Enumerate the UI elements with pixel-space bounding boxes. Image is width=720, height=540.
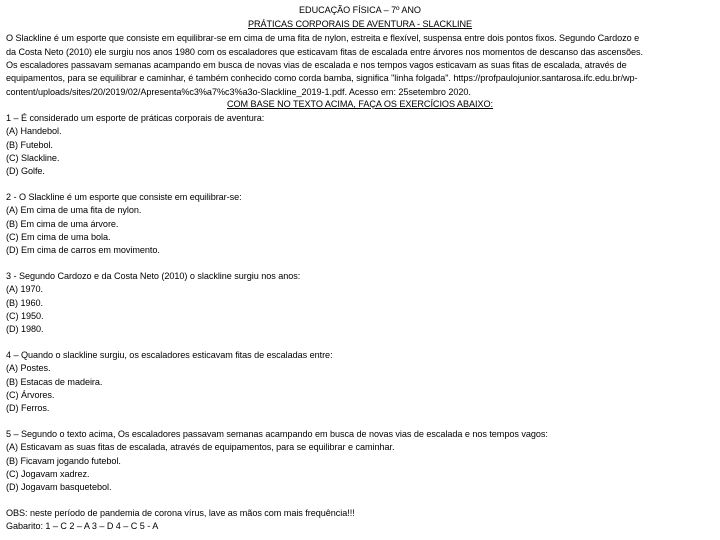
exercise-instruction: COM BASE NO TEXTO ACIMA, FAÇA OS EXERCÍCIOS ABAIXO:: [227, 99, 493, 109]
intro-line: content/uploads/sites/20/2019/02/Apresenta%c3%a7%c3%a3o-Slackline_2019-1.pdf. Acesso em: 25setembro 2020.: [6, 87, 471, 97]
answer-option: (D) Jogavam basquetebol.: [6, 482, 112, 492]
answer-option: (D) 1980.: [6, 324, 44, 334]
answer-option: (D) Golfe.: [6, 166, 45, 176]
answer-option: (C) 1950.: [6, 311, 44, 321]
answer-option: (D) Ferros.: [6, 403, 50, 413]
answer-option: (C) Em cima de uma bola.: [6, 232, 111, 242]
intro-line: equipamentos, para se equilibrar e caminhar, é também conhecido como corda bamba, significa "linha folgada". https://profpaulojunior.santarosa.ifc.edu.br/wp-: [6, 73, 638, 83]
answer-key: Gabarito: 1 – C 2 – A 3 – D 4 – C 5 - A: [6, 521, 159, 531]
question-prompt: 2 - O Slackline é um esporte que consiste em equilibrar-se:: [6, 192, 242, 202]
intro-line: da Costa Neto (2010) ele surgiu nos anos 1980 com os escaladores que esticavam fitas de escalada entre árvores nos momentos de descanso das ascensões.: [6, 47, 644, 57]
answer-option: (C) Jogavam xadrez.: [6, 469, 90, 479]
intro-line: O Slackline é um esporte que consiste em equilibrar-se em cima de uma fita de nylon, estreita e flexível, suspensa entre dois pontos fixos. Segundo Cardozo e: [6, 33, 640, 43]
intro-line: Os escaladores passavam semanas acampando em busca de novas vias de escalada e nos tempos vagos esticavam as suas fitas de escalada, através de: [6, 60, 627, 70]
document-title: PRÁTICAS CORPORAIS DE AVENTURA - SLACKLINE: [247, 19, 473, 29]
answer-option: (A) Em cima de uma fita de nylon.: [6, 205, 142, 215]
answer-option: (B) Estacas de madeira.: [6, 377, 103, 387]
answer-option: (B) 1960.: [6, 298, 43, 308]
question-prompt: 1 – É considerado um esporte de práticas corporais de aventura:: [6, 113, 265, 123]
header-grade-line: EDUCAÇÃO FÍSICA – 7º ANO: [299, 5, 421, 15]
question-prompt: 4 – Quando o slackline surgiu, os escaladores esticavam fitas de escaladas entre:: [6, 350, 333, 360]
answer-option: (B) Em cima de uma árvore.: [6, 219, 119, 229]
answer-option: (A) 1970.: [6, 284, 43, 294]
answer-option: (B) Futebol.: [6, 140, 53, 150]
answer-option: (D) Em cima de carros em movimento.: [6, 245, 160, 255]
answer-option: (A) Postes.: [6, 363, 51, 373]
answer-option: (B) Ficavam jogando futebol.: [6, 456, 121, 466]
answer-option: (A) Esticavam as suas fitas de escalada, através de equipamentos, para se equilibrar e caminhar.: [6, 442, 395, 452]
answer-option: (A) Handebol.: [6, 126, 62, 136]
answer-option: (C) Árvores.: [6, 390, 55, 400]
answer-option: (C) Slackline.: [6, 153, 60, 163]
question-prompt: 5 – Segundo o texto acima, Os escaladores passavam semanas acampando em busca de novas vias de escalada e nos tempos vagos:: [6, 429, 548, 439]
observation-note: OBS: neste período de pandemia de corona vírus, lave as mãos com mais frequência!!!: [6, 508, 355, 518]
question-prompt: 3 - Segundo Cardozo e da Costa Neto (2010) o slackline surgiu nos anos:: [6, 271, 301, 281]
